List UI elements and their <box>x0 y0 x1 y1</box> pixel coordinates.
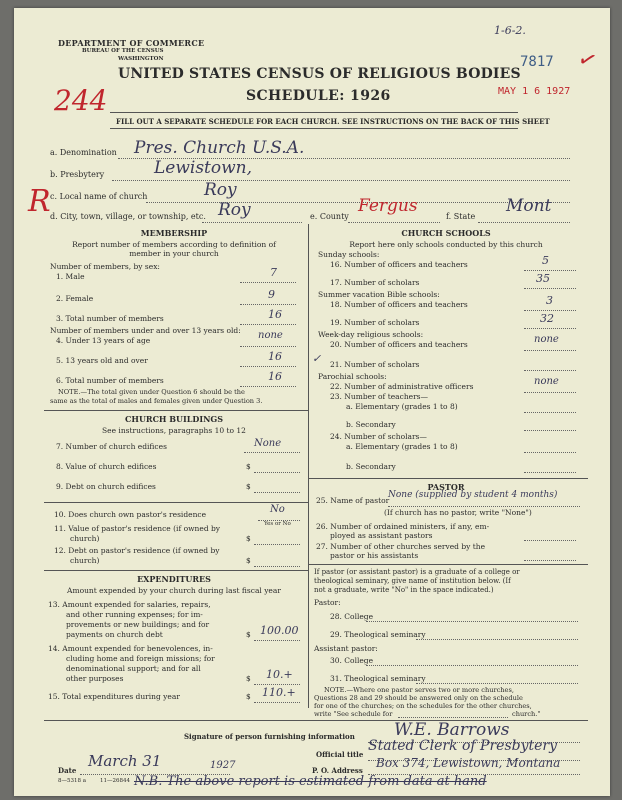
date-value[interactable]: March 31 <box>88 752 162 770</box>
po-address-value[interactable]: Box 374, Lewistown, Montana <box>376 756 561 770</box>
membership-intro: Report number of members according to definition of <box>72 240 276 249</box>
instructions-line: FILL OUT A SEPARATE SCHEDULE FOR EACH CHURCH. SEE INSTRUCTIONS ON THE BACK OF THIS SHEET <box>116 117 550 126</box>
department-label: DEPARTMENT OF COMMERCE <box>58 38 205 48</box>
left-handwritten-number: 244 <box>54 84 108 117</box>
q12-label: 12. Debt on pastor's residence (if owned by <box>54 546 220 555</box>
q25-label: 25. Name of pastor <box>316 496 390 505</box>
buildings-sub: See instructions, paragraphs 10 to 12 <box>102 426 246 435</box>
q21-label: 21. Number of scholars <box>330 360 420 369</box>
pastor-note-3: for one of the churches; on the schedules for the other churches, <box>314 702 532 710</box>
q16-value[interactable]: 5 <box>542 254 549 267</box>
assistant-pastor-subheading: Assistant pastor: <box>314 644 378 653</box>
q25-note: (If church has no pastor, write "None") <box>384 508 532 517</box>
top-date-note: 1-6-2. <box>494 24 526 37</box>
q5-label: 5. 13 years old and over <box>56 356 148 365</box>
membership-note: NOTE.—The total given under Question 6 should be the <box>58 388 245 396</box>
q20-label: 20. Number of officers and teachers <box>330 340 468 349</box>
census-schedule-page <box>14 8 610 796</box>
signature-value[interactable]: W.E. Barrows <box>394 720 510 740</box>
membership-note-2: same as the total of males and females given under Question 3. <box>50 397 263 405</box>
q1-value[interactable]: 7 <box>270 266 277 279</box>
q23a-label: a. Elementary (grades 1 to 8) <box>346 402 458 411</box>
q9-dollar: $ <box>246 482 251 491</box>
q8-dollar: $ <box>246 462 251 471</box>
city-town-label: d. City, town, village, or township, etc. <box>50 212 206 221</box>
denomination-label: a. Denomination <box>50 148 117 157</box>
q6-label: 6. Total number of members <box>56 376 164 385</box>
q14-label-4: other purposes <box>66 674 124 683</box>
signature-label: Signature of person furnishing information <box>184 732 355 741</box>
q30-label: 30. College <box>330 656 374 665</box>
q16-label: 16. Number of officers and teachers <box>330 260 468 269</box>
form-number: 8—5318 a <box>58 778 87 784</box>
q14-dollar: $ <box>246 674 251 683</box>
q6-value[interactable]: 16 <box>268 370 282 383</box>
q15-dollar: $ <box>246 692 251 701</box>
pastor-note-4: write "See schedule for <box>314 710 393 718</box>
q14-label-3: denominational support; and for all <box>66 664 201 673</box>
q18-label: 18. Number of officers and teachers <box>330 300 468 309</box>
membership-heading: MEMBERSHIP <box>140 228 208 238</box>
q13-value[interactable]: 100.00 <box>260 624 299 637</box>
q13-label-3: provements or new buildings; and for <box>66 620 210 629</box>
yes-no-hint: Yes or No <box>264 521 291 527</box>
q13-label-2: and other running expenses; for im- <box>66 610 203 619</box>
q28-label: 28. College <box>330 612 374 621</box>
q24b-label: b. Secondary <box>346 462 396 471</box>
pastor-note-5: church." <box>512 710 541 718</box>
q22-value[interactable]: none <box>534 376 559 387</box>
q13-label-4: payments on church debt <box>66 630 163 639</box>
buildings-heading: CHURCH BUILDINGS <box>125 414 223 424</box>
graduate-instructions-2: theological seminary, give name of institution below. (If <box>314 577 511 585</box>
graduate-instructions-3: not a graduate, write "No" in the space indicated.) <box>314 586 494 594</box>
pastor-note: NOTE.—Where one pastor serves two or more churches, <box>324 686 514 694</box>
q1-label: 1. Male <box>56 272 85 281</box>
q4-value[interactable]: none <box>258 330 283 341</box>
q10-value[interactable]: No <box>270 504 285 515</box>
q7-label: 7. Number of church edifices <box>56 442 167 451</box>
county-value[interactable]: Fergus <box>358 196 418 216</box>
check-mark-icon: ✓ <box>574 45 601 76</box>
county-label: e. County <box>310 212 349 221</box>
expenditures-sub: Amount expended by your church during last fiscal year <box>67 586 281 595</box>
q3-value[interactable]: 16 <box>268 308 282 321</box>
q25-value[interactable]: None (supplied by student 4 months) <box>388 490 558 500</box>
date-year: 1927 <box>210 760 236 771</box>
po-address-label: P. O. Address <box>312 766 363 775</box>
official-title-value[interactable]: Stated Clerk of Presbytery <box>368 738 558 754</box>
pastor-note-2: Questions 28 and 29 should be answered only on the schedule <box>314 694 523 702</box>
weekday-schools-label: Week-day religious schools: <box>318 330 424 339</box>
denomination-value[interactable]: Pres. Church U.S.A. <box>134 138 305 158</box>
schools-heading: CHURCH SCHOOLS <box>401 228 491 238</box>
q11-label-2: church) <box>70 534 100 543</box>
q31-label: 31. Theological seminary <box>330 674 426 683</box>
q13-dollar: $ <box>246 630 251 639</box>
bureau-label: BUREAU OF THE CENSUS <box>82 48 164 54</box>
official-title-label: Official title <box>316 750 364 759</box>
vacation-schools-label: Summer vacation Bible schools: <box>318 290 440 299</box>
q27-label-2: pastor or his assistants <box>330 551 419 560</box>
margin-mark: R <box>28 184 51 219</box>
q5-value[interactable]: 16 <box>268 350 282 363</box>
footnote-handwritten: N.B. The above report is estimated from data at hand <box>134 774 487 789</box>
q15-label: 15. Total expenditures during year <box>48 692 180 701</box>
q2-label: 2. Female <box>56 294 94 303</box>
q17-value[interactable]: 35 <box>536 272 550 285</box>
q23-label: 23. Number of teachers— <box>330 392 429 401</box>
q11-dollar: $ <box>246 534 251 543</box>
graduate-instructions: If pastor (or assistant pastor) is a graduate of a college or <box>314 568 520 576</box>
q9-label: 9. Debt on church edifices <box>56 482 156 491</box>
city-label: WASHINGTON <box>118 56 164 62</box>
q27-label: 27. Number of other churches served by the <box>316 542 486 551</box>
q2-value[interactable]: 9 <box>268 288 275 301</box>
q14-label-2: cluding home and foreign missions; for <box>66 654 215 663</box>
by-sex-label: Number of members, by sex: <box>50 262 160 271</box>
received-stamp: MAY 1 6 1927 <box>498 86 571 97</box>
sunday-schools-label: Sunday schools: <box>318 250 380 259</box>
q29-label: 29. Theological seminary <box>330 630 426 639</box>
q12-dollar: $ <box>246 556 251 565</box>
form-title: UNITED STATES CENSUS OF RELIGIOUS BODIES <box>118 66 521 82</box>
expenditures-heading: EXPENDITURES <box>137 574 211 584</box>
state-label: f. State <box>446 212 476 221</box>
date-label: Date <box>58 766 77 775</box>
q13-label: 13. Amount expended for salaries, repairs, <box>48 600 211 609</box>
local-name-label: c. Local name of church <box>50 192 148 201</box>
q7-value[interactable]: None <box>254 438 282 449</box>
q10-label: 10. Does church own pastor's residence <box>54 510 207 519</box>
q8-label: 8. Value of church edifices <box>56 462 157 471</box>
age-label: Number of members under and over 13 years old: <box>50 326 241 335</box>
q19-label: 19. Number of scholars <box>330 318 420 327</box>
q18-value[interactable]: 3 <box>546 294 553 307</box>
membership-intro-2: member in your church <box>129 249 219 258</box>
presbytery-label: b. Presbytery <box>50 170 105 179</box>
q21-check-icon: ✓ <box>312 352 322 365</box>
q24a-label: a. Elementary (grades 1 to 8) <box>346 442 458 451</box>
pastor-heading: PASTOR <box>427 482 465 492</box>
local-name-value[interactable]: Roy <box>204 180 237 200</box>
q26-label: 26. Number of ordained ministers, if any, em- <box>316 522 490 531</box>
form-number-2: 11—26844 <box>100 778 130 784</box>
city-town-value[interactable]: Roy <box>218 200 251 220</box>
q23b-label: b. Secondary <box>346 420 396 429</box>
q17-label: 17. Number of scholars <box>330 278 420 287</box>
presbytery-value[interactable]: Lewistown, <box>154 158 253 178</box>
parochial-schools-label: Parochial schools: <box>318 372 387 381</box>
q15-value[interactable]: 110.+ <box>262 686 296 699</box>
q14-label: 14. Amount expended for benevolences, in- <box>48 644 213 653</box>
q11-label: 11. Value of pastor's residence (if owned by <box>54 524 221 533</box>
state-value[interactable]: Mont <box>506 196 552 216</box>
q19-value[interactable]: 32 <box>540 312 554 325</box>
q20-value[interactable]: none <box>534 334 559 345</box>
q26-label-2: ployed as assistant pastors <box>330 531 433 540</box>
q3-label: 3. Total number of members <box>56 314 164 323</box>
q22-label: 22. Number of administrative officers <box>330 382 474 391</box>
q4-label: 4. Under 13 years of age <box>56 336 151 345</box>
schedule-year: SCHEDULE: 1926 <box>246 88 391 104</box>
pastor-subheading: Pastor: <box>314 598 341 607</box>
q12-label-2: church) <box>70 556 100 565</box>
schedule-number: 7817 <box>520 54 554 70</box>
q14-value[interactable]: 10.+ <box>266 668 293 681</box>
q24-label: 24. Number of scholars— <box>330 432 427 441</box>
schools-sub: Report here only schools conducted by this church <box>349 240 543 249</box>
